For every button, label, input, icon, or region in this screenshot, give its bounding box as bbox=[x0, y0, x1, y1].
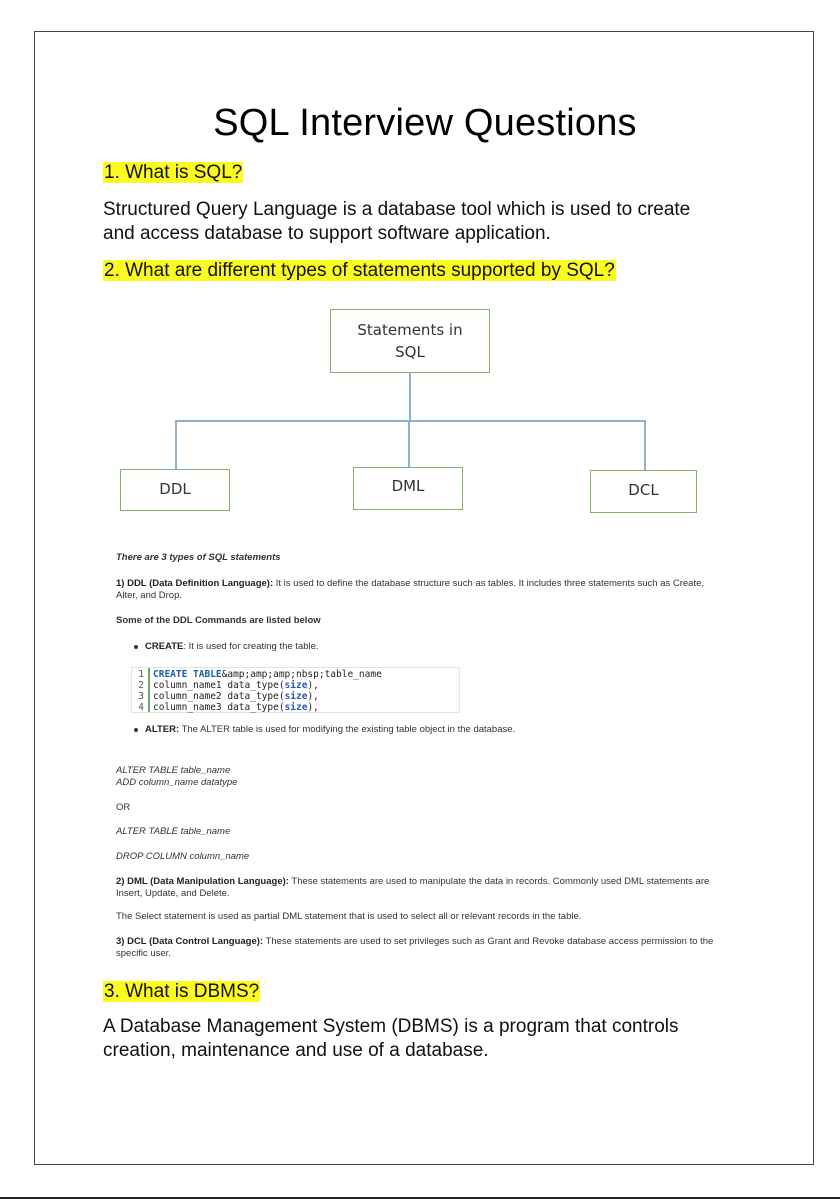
alter-syntax bbox=[116, 765, 237, 789]
bottom-rule bbox=[0, 1197, 840, 1199]
create-item bbox=[145, 641, 319, 653]
dml-text-2: Insert, Update, and Delete. bbox=[116, 888, 230, 899]
diagram-dml-box bbox=[353, 467, 463, 510]
create-label: CREATE bbox=[145, 641, 184, 652]
dcl-text-2: specific user. bbox=[116, 948, 171, 959]
diagram-connector-ddl bbox=[175, 420, 177, 469]
answer-1 bbox=[103, 198, 690, 246]
ddl-text-1: It is used to define the database structure such as tables. It includes three statements such as Create, bbox=[275, 578, 705, 589]
diagram-ddl-box bbox=[120, 469, 230, 511]
create-text: : It is used for creating the table. bbox=[183, 641, 319, 652]
question-3-text: 3. What is DBMS? bbox=[104, 981, 260, 1002]
drop-syntax: DROP COLUMN column_name bbox=[116, 851, 250, 862]
code-line-4: 4 column_name3 data_type(size), bbox=[138, 702, 319, 713]
create-bullet bbox=[134, 645, 138, 649]
diagram-connector-dml bbox=[408, 420, 410, 467]
dcl-text-1: These statements are used to set privileges such as Grant and Revoke database access permission to the bbox=[265, 936, 714, 947]
ddl-text-2: Alter, and Drop. bbox=[116, 590, 183, 601]
dcl-paragraph bbox=[116, 936, 756, 960]
diagram-root-label-2: SQL bbox=[395, 343, 425, 361]
question-2-heading bbox=[103, 259, 616, 283]
alter-syntax-line-1: ALTER TABLE table_name bbox=[116, 765, 231, 776]
diagram-connector-dcl bbox=[644, 420, 646, 470]
ddl-title: 1) DDL (Data Definition Language): bbox=[116, 578, 274, 589]
code-line-1: 1 CREATE TABLE&amp;amp;amp;nbsp;table_name bbox=[138, 669, 382, 680]
dml-title: 2) DML (Data Manipulation Language): bbox=[116, 876, 289, 887]
answer-3-line-2: creation, maintenance and use of a database. bbox=[103, 1040, 489, 1061]
select-text: The Select statement is used as partial DML statement that is used to select all or relevant records in the table. bbox=[116, 911, 582, 922]
diagram-connector-vertical bbox=[409, 373, 411, 421]
dml-paragraph bbox=[116, 876, 756, 900]
alter-bullet bbox=[134, 728, 138, 732]
create-code-block bbox=[131, 667, 460, 713]
statements-intro: There are 3 types of SQL statements bbox=[116, 552, 281, 563]
answer-1-line-1: Structured Query Language is a database tool which is used to create bbox=[103, 199, 691, 220]
diagram-connector-horizontal bbox=[175, 420, 646, 422]
ddl-paragraph bbox=[116, 578, 756, 602]
question-2-text: 2. What are different types of statements supported by SQL? bbox=[104, 260, 615, 281]
page-title: SQL Interview Questions bbox=[213, 102, 637, 144]
ddl-commands-heading: Some of the DDL Commands are listed below bbox=[116, 615, 321, 626]
answer-1-line-2: and access database to support software application. bbox=[103, 223, 551, 244]
diagram-dcl-label: DCL bbox=[628, 481, 659, 499]
code-line-2: 2 column_name1 data_type(size), bbox=[138, 680, 319, 691]
question-1-heading bbox=[103, 161, 243, 185]
code-line-3: 3 column_name2 data_type(size), bbox=[138, 691, 319, 702]
dcl-title: 3) DCL (Data Control Language): bbox=[116, 936, 264, 947]
diagram-dml-label: DML bbox=[391, 477, 425, 495]
or-text: OR bbox=[116, 802, 131, 813]
diagram-dcl-box bbox=[590, 470, 697, 513]
answer-3-line-1: A Database Management System (DBMS) is a program that controls bbox=[103, 1016, 679, 1037]
dml-text-1: These statements are used to manipulate the data in records. Commonly used DML statements are bbox=[291, 876, 710, 887]
question-1-text: 1. What is SQL? bbox=[104, 162, 243, 183]
answer-3 bbox=[103, 1015, 679, 1063]
alter-syntax-2: ALTER TABLE table_name bbox=[116, 826, 231, 837]
diagram-root-box bbox=[330, 309, 490, 373]
diagram-ddl-label: DDL bbox=[159, 480, 191, 498]
diagram-root-label-1: Statements in bbox=[357, 321, 463, 339]
alter-syntax-line-2: ADD column_name datatype bbox=[116, 777, 238, 788]
question-3-heading bbox=[103, 980, 260, 1004]
alter-item bbox=[145, 724, 515, 736]
alter-label: ALTER: bbox=[145, 724, 180, 735]
alter-text: The ALTER table is used for modifying the existing table object in the database. bbox=[181, 724, 516, 735]
